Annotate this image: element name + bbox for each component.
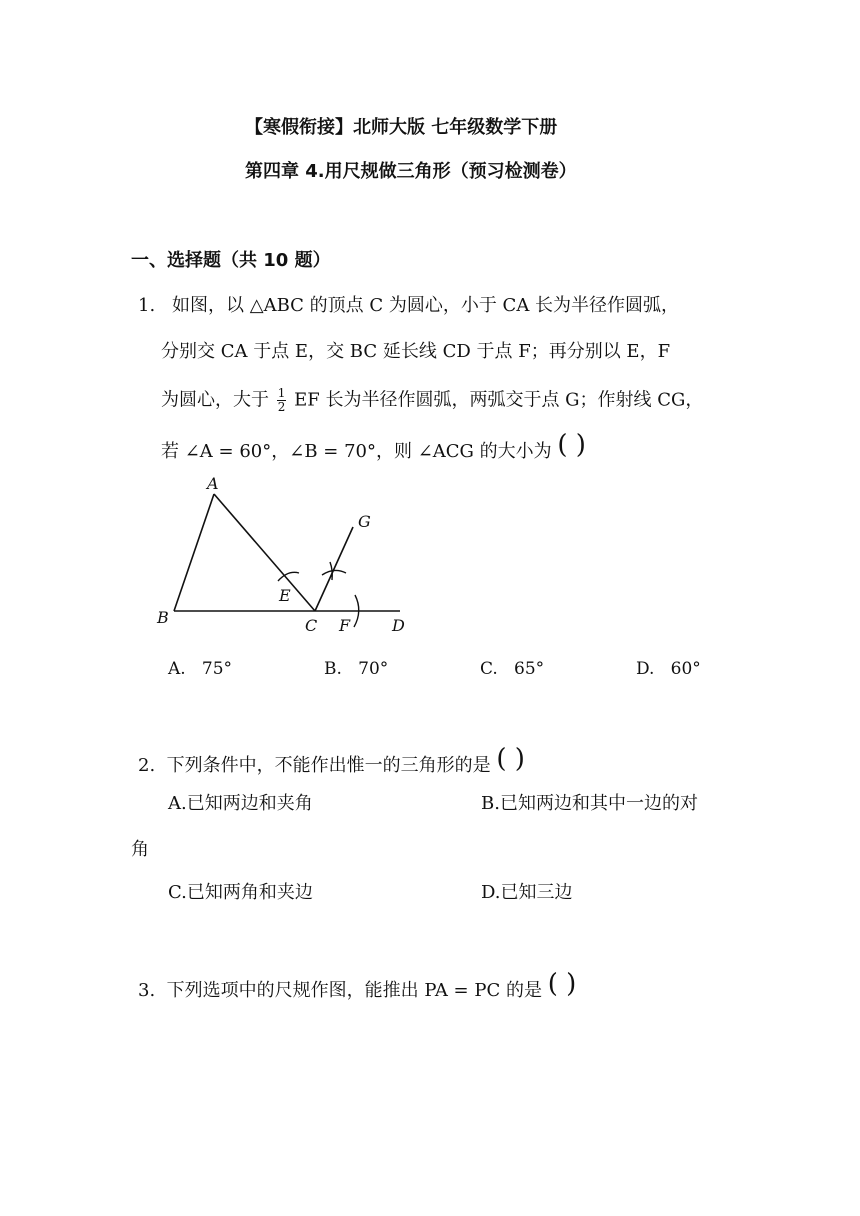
q3-number: 3.: [138, 980, 156, 1001]
q1-line-4-text: 若 ∠A = 60°，∠B = 70°，则 ∠ACG 的大小为: [161, 441, 552, 462]
q1-option-d[interactable]: [636, 661, 701, 678]
option-text: 已知三边: [500, 882, 573, 903]
option-key: A.: [168, 793, 187, 814]
option-key: B.: [324, 659, 342, 679]
q1-option-c[interactable]: [480, 661, 544, 678]
q2-number: 2.: [138, 755, 156, 776]
q2-text: 下列条件中，不能作出惟一的三角形的是: [166, 755, 491, 776]
option-key: C.: [480, 659, 498, 679]
q1-option-a[interactable]: [168, 661, 232, 678]
q1-line-1: 如图，以 △ABC 的顶点 C 为圆心，小于 CA 长为半径作圆弧，: [172, 295, 680, 316]
q1-line-4: [161, 430, 586, 462]
option-key: D.: [481, 882, 501, 903]
arc-g-1: [322, 570, 346, 575]
q1-answer-paren: ( ): [557, 430, 586, 460]
title-line-1: 【寒假衔接】北师大版 七年级数学下册: [245, 117, 558, 138]
label-e: E: [279, 586, 291, 605]
q2-stem: [138, 744, 525, 776]
option-key: A.: [168, 659, 186, 679]
segment-ab: [174, 494, 214, 611]
q1-number: 1.: [138, 295, 156, 316]
option-text: 60°: [670, 659, 701, 679]
q1-option-b[interactable]: [324, 661, 388, 678]
fraction-denominator: 2: [277, 400, 286, 414]
option-text: 65°: [514, 659, 545, 679]
q2-option-a[interactable]: [168, 795, 313, 813]
q2-option-b[interactable]: [481, 795, 698, 813]
q3-stem: [138, 969, 577, 1001]
option-text: 已知两角和夹边: [186, 882, 313, 903]
label-c: C: [305, 616, 318, 635]
label-d: D: [392, 616, 405, 635]
label-g: G: [358, 512, 371, 531]
fraction-one-half: [277, 387, 287, 414]
option-text: 已知两边和其中一边的对: [499, 793, 698, 814]
label-f: F: [339, 616, 351, 635]
segment-ac: [214, 494, 315, 611]
q3-answer-paren: ( ): [547, 969, 577, 999]
q3-text: 下列选项中的尺规作图，能推出 PA = PC 的是: [166, 980, 542, 1001]
q1-line-2: 分别交 CA 于点 E，交 BC 延长线 CD 于点 F；再分别以 E，F: [161, 341, 671, 362]
fraction-numerator: 1: [277, 386, 286, 400]
q1-line-3: [161, 387, 703, 414]
option-key: D.: [636, 659, 655, 679]
q2-option-b-wrap: 角: [131, 839, 149, 860]
label-a: A: [207, 474, 219, 493]
q1-line-3-b: EF 长为半径作圆弧，两弧交于点 G；作射线 CG，: [294, 389, 704, 411]
q2-option-d[interactable]: [481, 884, 573, 902]
label-b: B: [157, 608, 169, 627]
option-text: 75°: [201, 659, 233, 679]
option-text: 70°: [358, 659, 389, 679]
q1-figure: [150, 470, 420, 640]
section-heading: 一、选择题（共 10 题）: [131, 250, 331, 271]
q1-line-3-a: 为圆心，大于: [161, 389, 269, 411]
title-line-2: 第四章 4.用尺规做三角形（预习检测卷）: [245, 161, 577, 182]
option-key: C.: [168, 882, 187, 903]
option-key: B.: [481, 793, 500, 814]
option-text: 已知两边和夹角: [186, 793, 313, 814]
q2-answer-paren: ( ): [496, 744, 525, 774]
q2-option-c[interactable]: [168, 884, 313, 902]
ray-cg: [315, 527, 353, 611]
